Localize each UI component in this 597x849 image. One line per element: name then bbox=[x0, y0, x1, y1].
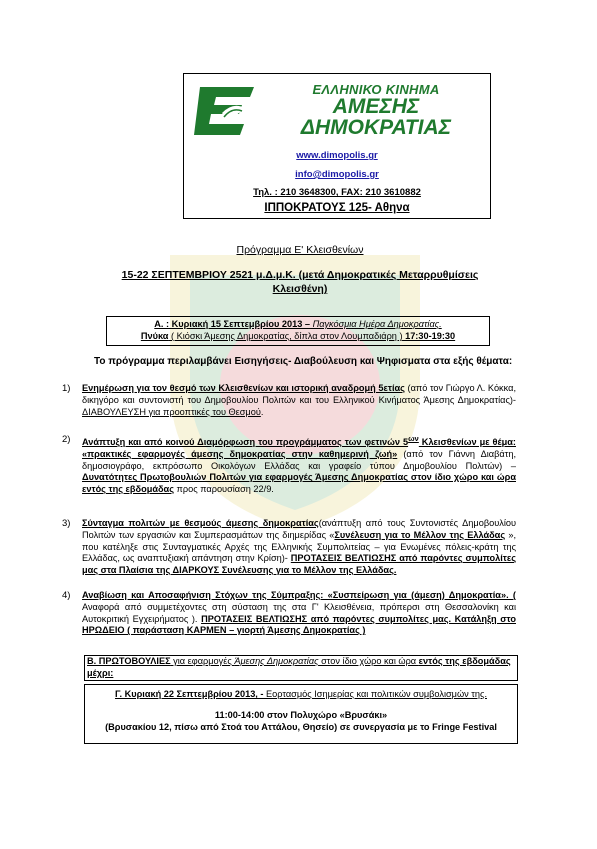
item-4-body: Αναφορά από συμμετέχοντες στη σύσταση της στα Γ' Κλεισθένεια, πρόπερσι στη Θεσσαλονίκη και Αυτοκριτική Εγχειρήματος ). bbox=[82, 601, 516, 624]
logo-line-1: ΕΛΛΗΝΙΚΟ ΚΙΝΗΜΑ bbox=[312, 82, 440, 97]
section-g-date: Γ. Κυριακή 22 Σεπτεμβρίου 2013, - bbox=[114, 689, 264, 699]
item-1-end: . bbox=[260, 406, 264, 417]
item-4 bbox=[82, 590, 516, 637]
item-1-heading: Ενημέρωση για τον θεσμό των Κλεισθενίων και ιστορική αναδρομή 5ετίας bbox=[82, 383, 405, 393]
item-3 bbox=[82, 518, 516, 577]
item-2-sup: ων bbox=[408, 434, 419, 443]
item-1-number: 1) bbox=[62, 383, 71, 394]
website-row bbox=[184, 150, 490, 161]
item-3-number: 3) bbox=[62, 518, 71, 529]
item-2-number: 2) bbox=[62, 434, 71, 445]
epsilon-logo-icon bbox=[194, 83, 256, 138]
address: ΙΠΠΟΚΡΑΤΟΥΣ 125- Αθηνα bbox=[264, 202, 410, 214]
logo-line-2: ΑΜΕΣΗΣ bbox=[332, 95, 420, 118]
item-3-heading: Σύνταγμα πολιτών με θεσμούς άμεσης δημοκρατίας bbox=[82, 518, 319, 528]
section-a-place: Πνύκα bbox=[140, 330, 169, 341]
website-link[interactable]: www.dimopolis.gr bbox=[296, 150, 378, 161]
section-a-time: 17:30-19:30 bbox=[402, 330, 456, 341]
item-1-body: (από τον Γιώργο Λ. Κόκκα, δικηγόρο και συντονιστή του Δημοβουλίου Πολιτών και του Ελληνικού Κινήματος Άμεσης Δημοκρατίας)- bbox=[82, 383, 516, 405]
phone-fax: Τηλ. : 210 3648300, FAX: 210 3610882 bbox=[253, 187, 421, 198]
item-3-assembly: Συνέλευση για το Μέλλον της Ελλάδας bbox=[334, 529, 506, 540]
item-4-proposals: ΠΡΟΤΑΣΕΙΣ ΒΕΛΤΙΩΣΗΣ από παρόντες συμπολίτες μας. Κατάληξη στο ΗΡΩΔΕΙΟ ( παράσταση ΚΑΡΜΕΝ – γιορτή Άμεσης Δημοκρατίας ) bbox=[82, 613, 516, 636]
section-b-text-2: στον ίδιο χώρο και ώρα bbox=[318, 656, 419, 666]
section-a-date: Α. : Κυριακή 15 Σεπτεμβρίου 2013 – bbox=[154, 319, 311, 329]
program-dates bbox=[40, 268, 560, 296]
item-1-consultation: ΔΙΑΒΟΥΛΕΥΣΗ για προοπτικές του Θεσμού bbox=[82, 406, 261, 417]
email-row bbox=[184, 169, 490, 180]
item-2-body: (από τον Γιάννη Διαβάτη, δημοσιογράφο, εκπρόσωπο Οικολόγων Ελλάδας και γραφείο τύπου Δημοβουλίου Πολιτών) – bbox=[82, 448, 517, 471]
dates-line-2: Κλεισθένη) bbox=[272, 283, 328, 296]
logo-text bbox=[266, 83, 486, 138]
logo-line-3: ΔΗΜΟΚΡΑΤΙΑΣ bbox=[300, 116, 452, 139]
program-title: Πρόγραμμα Ε' Κλεισθενίων bbox=[236, 244, 364, 256]
intro-text: Το πρόγραμμα περιλαμβάνει Εισηγήσεις- Διαβούλευση και Ψηφισματα στα εξής θέματα: bbox=[94, 356, 513, 367]
email-link[interactable]: info@dimopolis.gr bbox=[295, 169, 379, 180]
item-4-heading: Αναβίωση και Αποσαφήνιση Στόχων της Σύμπραξης: «Συσπείρωση για (άμεση) Δημοκρατία». ( bbox=[82, 590, 516, 600]
item-1 bbox=[82, 383, 516, 418]
item-2 bbox=[82, 434, 516, 496]
item-2-end: προς παρουσίαση 22/9. bbox=[173, 484, 274, 495]
section-g-address: (Βρυσακίου 12, πίσω από Στοά του Αττάλου, Θησείο) σε συνεργασία με το Fringe Festival bbox=[105, 721, 497, 732]
section-b-box bbox=[84, 655, 518, 681]
item-3-proposals: ΠΡΟΤΑΣΕΙΣ ΒΕΛΤΙΩΣΗΣ από παρόντες συμπολίτες μας στα Πλαίσια της ΔΙΑΡΚΟΥΣ Συνέλευσης για το Μέλλον της Ελλάδας. bbox=[82, 553, 516, 576]
item-3-body-cont: », που κατέληξε στις Συνταγματικές Αρχές της Ελληνικής Συμπολιτείας – για Ενωμένες πόλεις-κράτη της Ελλάδας, ως αναπτυξιακή απάντηση στην Κρίση)- bbox=[82, 529, 517, 564]
dates-line-1: 15-22 ΣΕΠΤΕΜΒΡΙΟΥ 2521 μ.Δ.μ.Κ. (μετά Δημοκρατικές Μεταρρυθμίσεις bbox=[121, 269, 479, 281]
section-b-text-3: εντός της εβδομάδας μέχρι: bbox=[87, 656, 511, 678]
section-g-celebration: Εορτασμός Ισημερίας και πολιτικών συμβολισμών της. bbox=[263, 689, 487, 699]
item-4-number: 4) bbox=[62, 590, 71, 601]
section-a-location: ( Κιόσκι Άμεσης Δημοκρατίας, δίπλα στον Λουμπαδιάρη ) bbox=[168, 330, 403, 341]
item-2-heading: Ανάπτυξη και από κοινού Διαμόρφωση του προγράμματος των φετινών 5 bbox=[82, 437, 409, 448]
section-g-box bbox=[84, 684, 518, 744]
section-a-box bbox=[106, 316, 490, 346]
item-3-body: (ανάπτυξη από τους Συντονιστές Δημοβουλίου Πολιτών των εργασιών και Συμπερασμάτων της διημερίδας « bbox=[82, 518, 517, 540]
section-g-time-venue: 11:00-14:00 στον Πολυχώρο «Βρυσάκι» bbox=[214, 709, 388, 720]
item-2-heading-cont: Κλεισθενίων με θέμα: «πρακτικές εφαρμογές άμεσης δημοκρατίας στην καθημερινή ζωή» bbox=[82, 437, 516, 459]
section-b-heading: Β. ΠΡΩΤΟΒΟΥΛΙΕΣ bbox=[87, 656, 171, 666]
header-box bbox=[183, 73, 491, 219]
item-2-initiatives: Δυνατότητες Πρωτοβουλιών Πολιτών για εφαρμογές Άμεσης Δημοκρατίας στον ίδιο χώρο και ώρα εντός της εβδομάδας bbox=[82, 472, 516, 495]
section-a-occasion: Παγκόσμια Ημέρα Δημοκρατίας. bbox=[310, 319, 442, 329]
section-b-direct-democracy: Άμεσης Δημοκρατίας bbox=[234, 656, 319, 666]
section-b-text-1: για εφαρμογές bbox=[170, 656, 235, 666]
